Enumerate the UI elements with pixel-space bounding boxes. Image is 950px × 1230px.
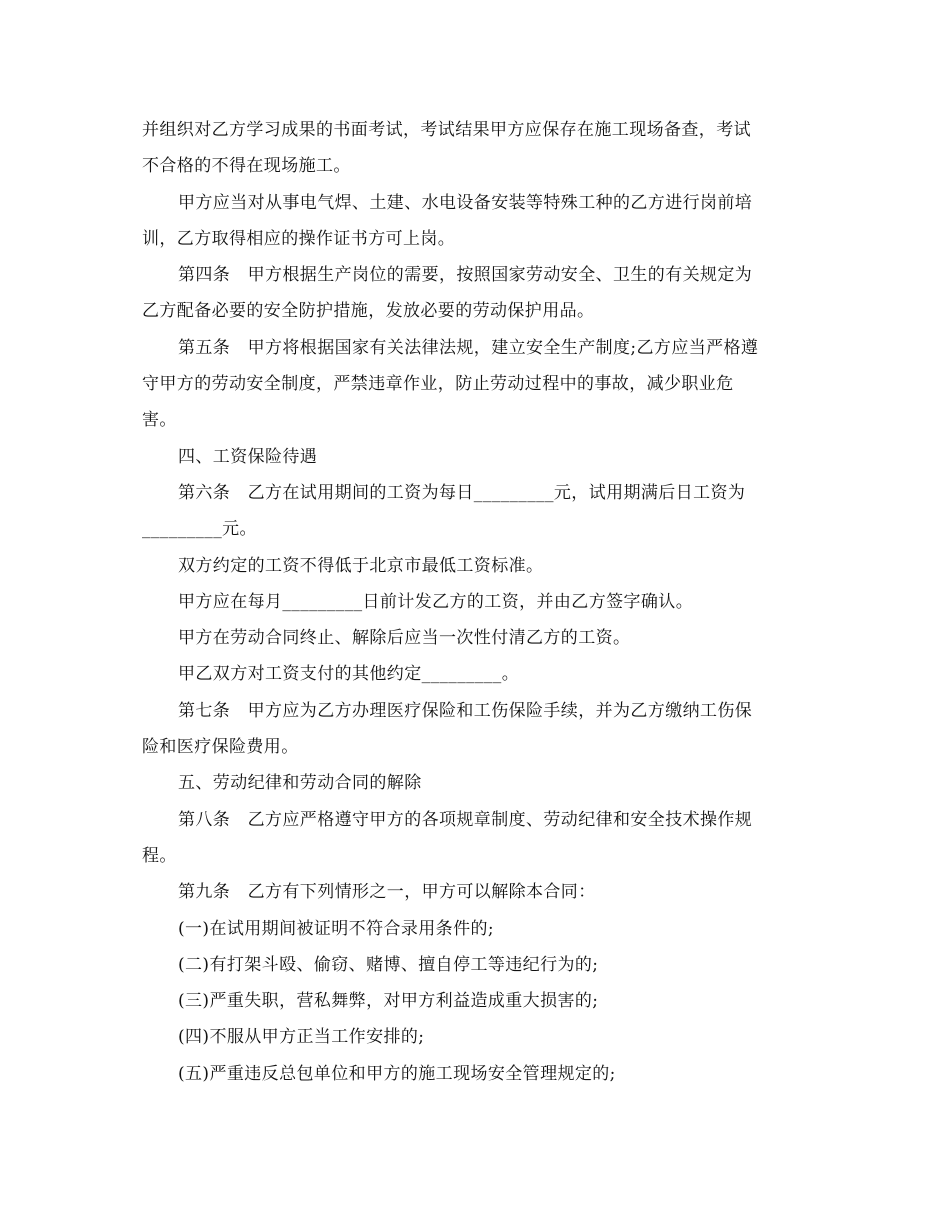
- paragraph-line: 第五条 甲方将根据国家有关法律法规，建立安全生产制度;乙方应当严格遵: [178, 337, 759, 358]
- paragraph-line: 险和医疗保险费用。: [142, 737, 299, 758]
- paragraph-line: (五)严重违反总包单位和甲方的施工现场安全管理规定的;: [178, 1063, 616, 1084]
- paragraph-line: 四、工资保险待遇: [178, 446, 318, 467]
- paragraph-line: 守甲方的劳动安全制度，严禁违章作业，防止劳动过程中的事故，减少职业危: [142, 374, 734, 395]
- paragraph-line: 第七条 甲方应为乙方办理医疗保险和工伤保险手续，并为乙方缴纳工伤保: [178, 700, 753, 721]
- paragraph-line: 甲方应在每月_________日前计发乙方的工资，并由乙方签字确认。: [178, 591, 694, 612]
- paragraph-line: 不合格的不得在现场施工。: [142, 156, 351, 177]
- paragraph-line: 程。: [142, 845, 177, 866]
- paragraph-line: (四)不服从甲方正当工作安排的;: [178, 1027, 425, 1048]
- paragraph-line: 第九条 乙方有下列情形之一，甲方可以解除本合同：: [178, 882, 596, 903]
- paragraph-line: _________元。: [142, 519, 257, 540]
- paragraph-line: 第四条 甲方根据生产岗位的需要，按照国家劳动安全、卫生的有关规定为: [178, 265, 753, 286]
- paragraph-line: 甲乙双方对工资支付的其他约定_________。: [178, 664, 520, 685]
- document-body: [142, 115, 818, 1095]
- paragraph-line: 甲方应当对从事电气焊、土建、水电设备安装等特殊工种的乙方进行岗前培: [178, 192, 753, 213]
- paragraph-line: 乙方配备必要的安全防护措施，发放必要的劳动保护用品。: [142, 301, 595, 322]
- paragraph-line: 甲方在劳动合同终止、解除后应当一次性付清乙方的工资。: [178, 628, 631, 649]
- paragraph-line: (二)有打架斗殴、偷窃、赌博、擅自停工等违纪行为的;: [178, 954, 599, 975]
- paragraph-line: (三)严重失职，营私舞弊，对甲方利益造成重大损害的;: [178, 991, 599, 1012]
- paragraph-line: 训，乙方取得相应的操作证书方可上岗。: [142, 228, 456, 249]
- paragraph-line: 第八条 乙方应严格遵守甲方的各项规章制度、劳动纪律和安全技术操作规: [178, 809, 753, 830]
- paragraph-line: 害。: [142, 410, 177, 431]
- paragraph-line: 第六条 乙方在试用期间的工资为每日_________元，试用期满后日工资为: [178, 482, 746, 503]
- paragraph-line: (一)在试用期间被证明不符合录用条件的;: [178, 918, 494, 939]
- paragraph-line: 并组织对乙方学习成果的书面考试，考试结果甲方应保存在施工现场备查，考试: [142, 120, 751, 140]
- paragraph-line: 双方约定的工资不得低于北京市最低工资标准。: [178, 555, 544, 576]
- paragraph-line: 五、劳动纪律和劳动合同的解除: [178, 773, 422, 794]
